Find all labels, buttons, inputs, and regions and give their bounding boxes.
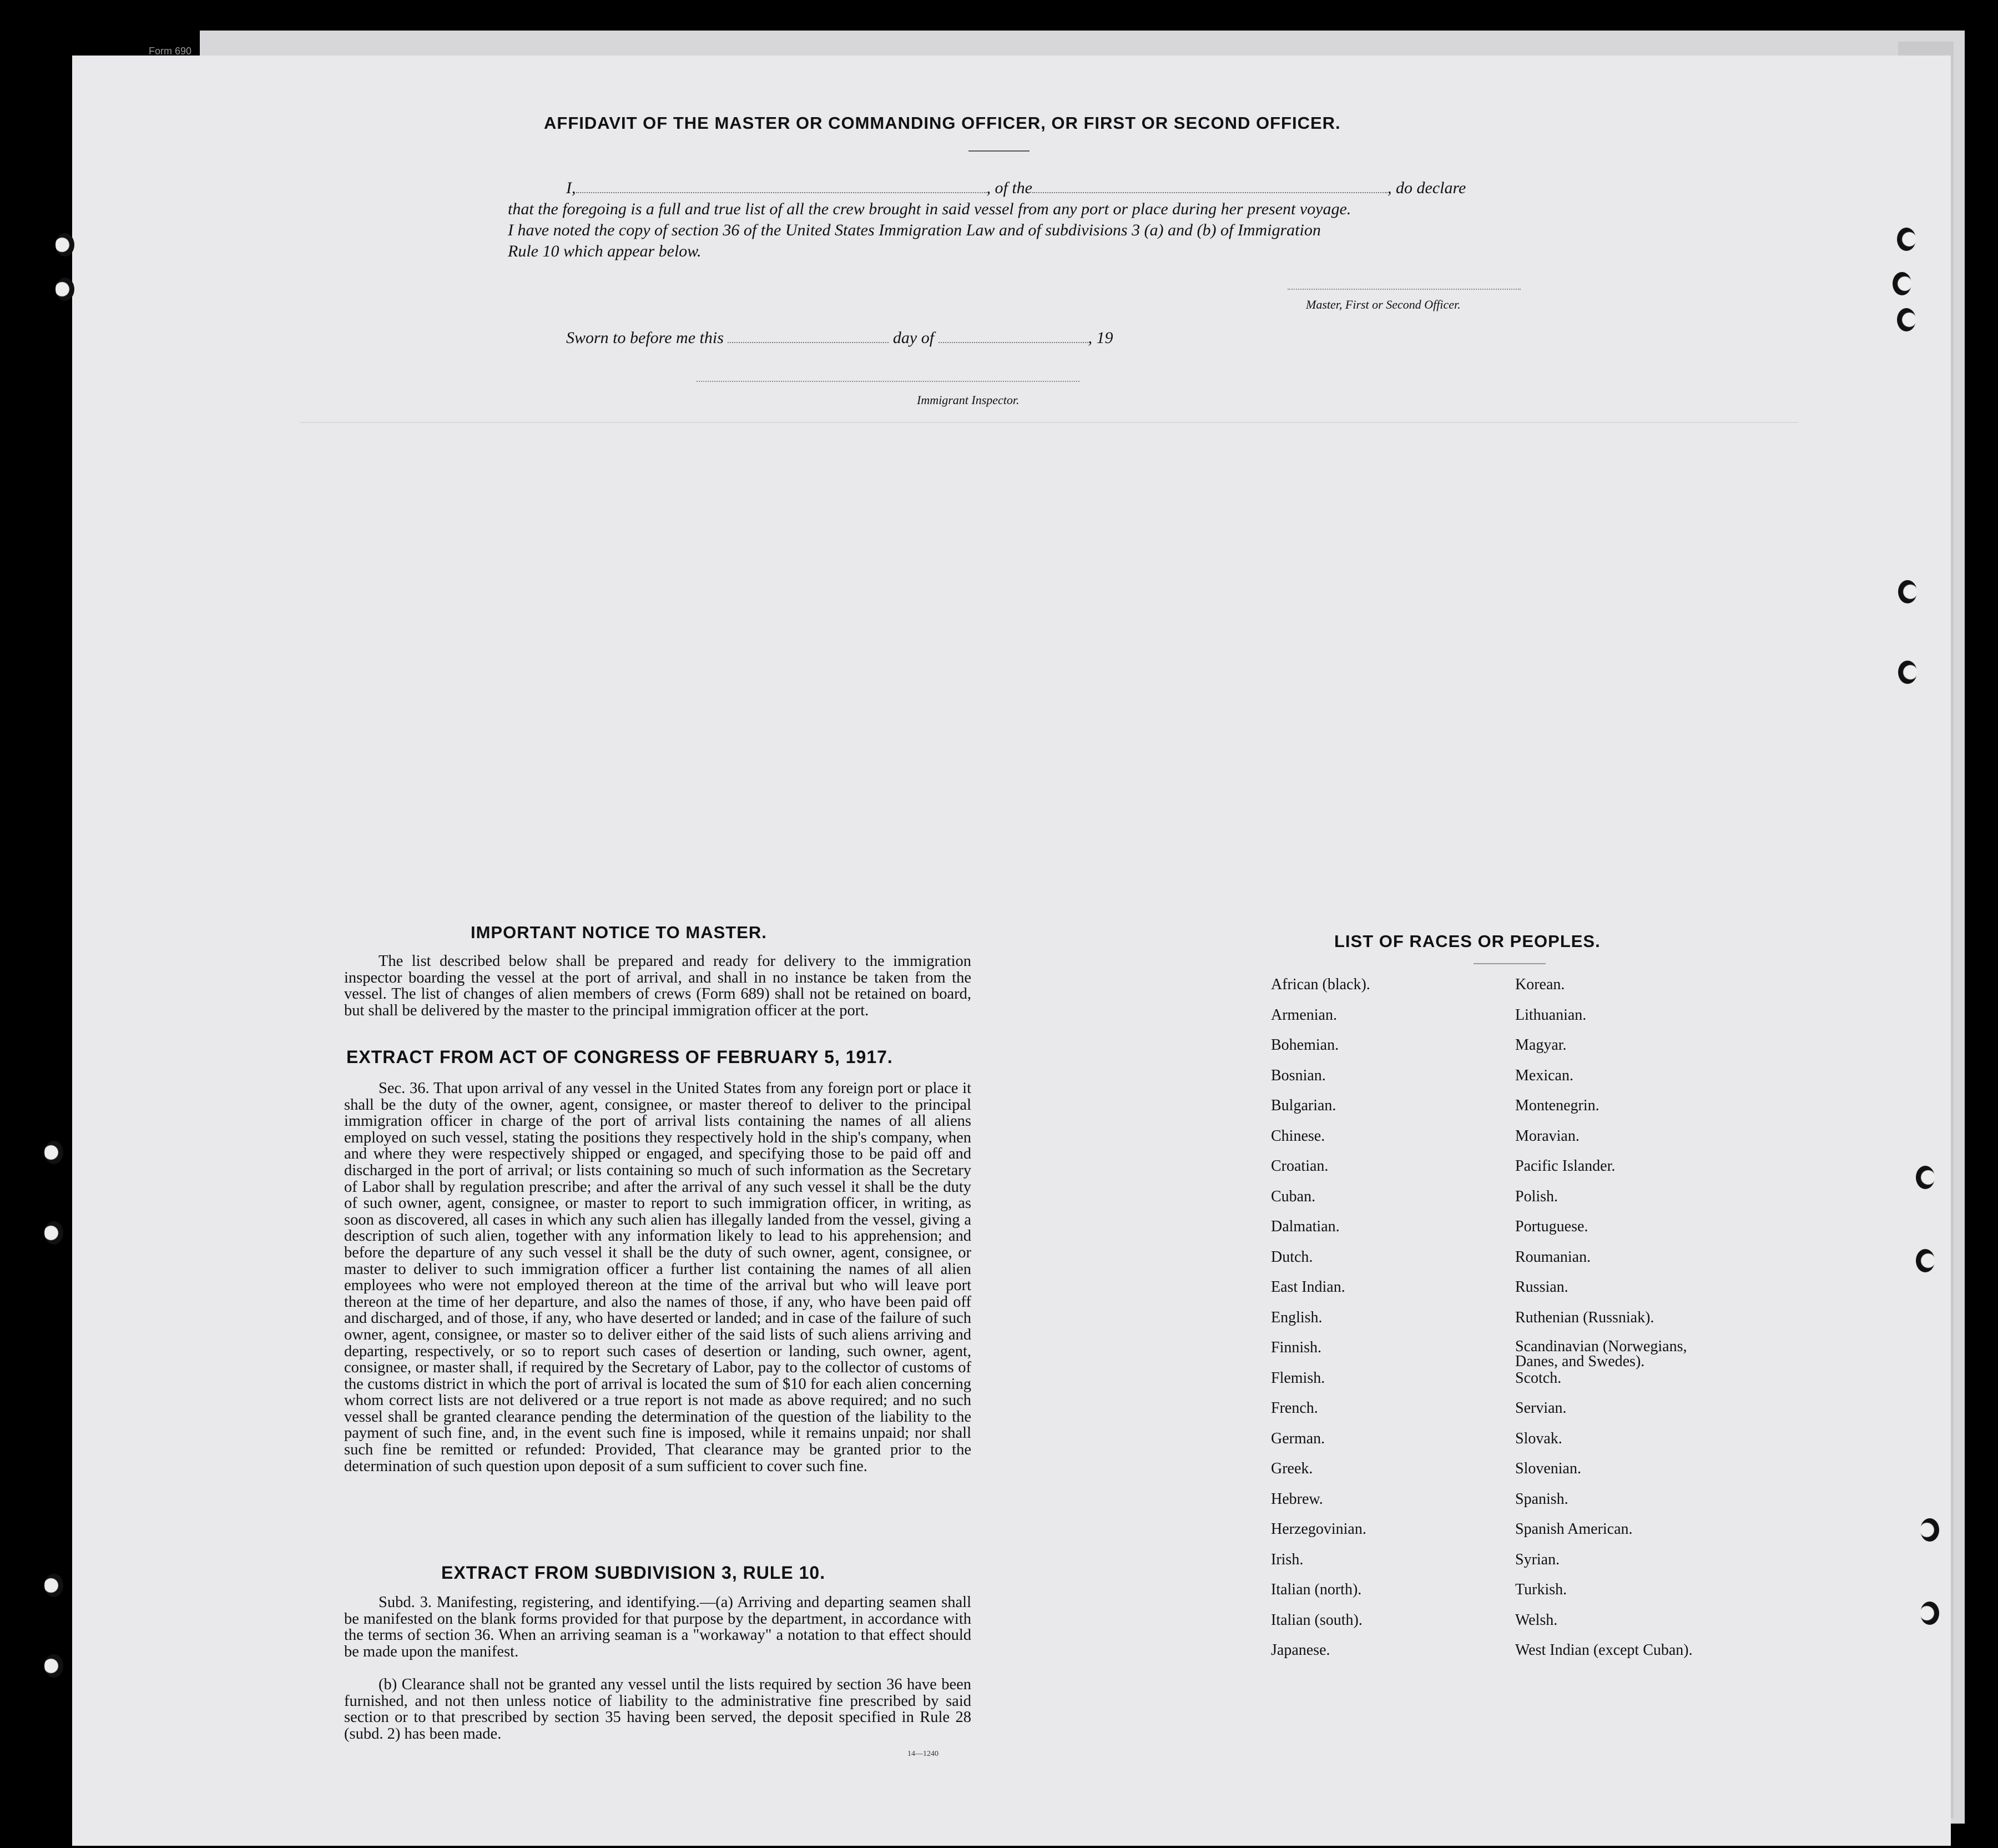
race-item: Ruthenian (Russniak).: [1515, 1308, 1654, 1326]
race-item: Croatian.: [1271, 1157, 1329, 1175]
race-item: Bosnian.: [1271, 1066, 1326, 1084]
punch-hole: [1898, 661, 1917, 684]
races-title: LIST OF RACES OR PEOPLES.: [1334, 931, 1601, 951]
vessel-blank[interactable]: [1032, 192, 1388, 193]
punch-hole: [1916, 1249, 1935, 1272]
affidavit-declare: , do declare: [1388, 179, 1466, 197]
title-rule: [968, 150, 1030, 152]
race-item: French.: [1271, 1399, 1318, 1417]
race-item: Armenian.: [1271, 1006, 1337, 1024]
race-item: Turkish.: [1515, 1581, 1567, 1598]
punch-hole: [44, 1574, 63, 1597]
bleed-through-line: [300, 422, 1798, 423]
race-item: Irish.: [1271, 1550, 1304, 1568]
affidavit-line-4: Rule 10 which appear below.: [508, 242, 702, 260]
race-item: Flemish.: [1271, 1369, 1325, 1387]
race-item: Magyar.: [1515, 1036, 1567, 1054]
master-signature-label: Master, First or Second Officer.: [1306, 298, 1461, 311]
race-item: Welsh.: [1515, 1611, 1558, 1629]
race-item: West Indian (except Cuban).: [1515, 1641, 1693, 1659]
race-item: Scandinavian (Norwegians, Danes, and Swedes).: [1515, 1338, 1687, 1370]
affidavit-i: I,: [566, 179, 576, 197]
bleed-through-heading: [355, 122, 367, 155]
race-item: East Indian.: [1271, 1278, 1345, 1296]
punch-hole: [1920, 1518, 1939, 1542]
notice-title: IMPORTANT NOTICE TO MASTER.: [471, 923, 767, 942]
punch-hole: [1916, 1166, 1935, 1189]
race-item: Syrian.: [1515, 1550, 1560, 1568]
punch-hole: [56, 278, 74, 301]
day-of-text: day of: [892, 329, 935, 347]
sworn-line: [566, 329, 1113, 348]
race-item: Lithuanian.: [1515, 1006, 1587, 1024]
race-item: Japanese.: [1271, 1641, 1330, 1659]
affidavit-title: AFFIDAVIT OF THE MASTER OR COMMANDING OFFICER, OR FIRST OR SECOND OFFICER.: [544, 113, 1341, 133]
punch-hole: [44, 1654, 63, 1678]
affidavit-line-1: [566, 179, 1466, 198]
race-item: German.: [1271, 1429, 1325, 1447]
race-item: Italian (south).: [1271, 1611, 1363, 1629]
race-item: Slovenian.: [1515, 1460, 1581, 1477]
race-item: Dutch.: [1271, 1248, 1313, 1266]
race-item: Spanish American.: [1515, 1520, 1633, 1538]
day-blank[interactable]: [728, 342, 889, 343]
affidavit-line-2: that the foregoing is a full and true list of all the crew brought in said vessel from any port or place during her present voyage.: [508, 200, 1351, 218]
race-item: Korean.: [1515, 976, 1565, 993]
race-item: African (black).: [1271, 976, 1370, 993]
sworn-text: Sworn to before me this: [566, 329, 724, 347]
race-item: Moravian.: [1515, 1127, 1580, 1145]
race-item: Dalmatian.: [1271, 1218, 1340, 1235]
race-item: Slovak.: [1515, 1429, 1562, 1447]
punch-hole: [56, 233, 74, 256]
form-number: Form 690: [149, 46, 192, 57]
punch-hole: [1897, 228, 1916, 251]
races-column-1: [1271, 976, 1370, 1672]
race-item: Scotch.: [1515, 1369, 1562, 1387]
affidavit-of-the: , of the: [986, 179, 1032, 197]
rule-title: EXTRACT FROM SUBDIVISION 3, RULE 10.: [441, 1563, 826, 1583]
race-item: Mexican.: [1515, 1066, 1573, 1084]
inspector-signature-label: Immigrant Inspector.: [917, 393, 1020, 407]
race-item: Pacific Islander.: [1515, 1157, 1616, 1175]
race-item: Bulgarian.: [1271, 1097, 1336, 1114]
race-item: English.: [1271, 1308, 1323, 1326]
race-item: Russian.: [1515, 1278, 1568, 1296]
race-item: Cuban.: [1271, 1187, 1316, 1205]
race-item: Hebrew.: [1271, 1490, 1323, 1508]
race-item: Montenegrin.: [1515, 1097, 1600, 1114]
race-item: Chinese.: [1271, 1127, 1325, 1145]
punch-hole: [1893, 272, 1911, 295]
month-blank[interactable]: [939, 342, 1088, 343]
name-blank[interactable]: [576, 192, 987, 193]
race-item: Finnish.: [1271, 1339, 1322, 1356]
race-item: Spanish.: [1515, 1490, 1568, 1508]
punch-hole: [44, 1221, 63, 1245]
notice-body: The list described below shall be prepared and ready for delivery to the immigration inspector boarding the vessel at the port of arrival, and shall in no instance be taken from the vessel. The list of changes of alien members of crews (Form 689) shall not be retained on board, but shall be delivered by the master to the principal immigration officer at the port.: [344, 953, 971, 1019]
punch-hole: [44, 1141, 63, 1164]
race-item: Italian (north).: [1271, 1581, 1362, 1598]
rule-body-b: (b) Clearance shall not be granted any vessel until the lists required by section 36 have been furnished, and not then unless notice of liability to the administrative fine prescribed by said section or to that prescribed by section 35 having been served, the deposit specified in Rule 28 (subd. 2) has been made.: [344, 1676, 971, 1743]
race-item: Polish.: [1515, 1187, 1558, 1205]
race-item: Portuguese.: [1515, 1218, 1588, 1235]
act-body: Sec. 36. That upon arrival of any vessel in the United States from any foreign port or place it shall be the duty of the owner, agent, consignee, or master thereof to deliver to the principal immigration officer in charge of the port of arrival lists containing the names of all aliens employed on such vessel, stating the positions they respectively hold in the ship's company, when and where they were respectively shipped or engaged, and specifying those to be paid off and discharged in the port of arrival; or lists containing so much of such information as the Secretary of Labor shall by regulation prescribe; and after the arrival of any such vessel it shall be the duty of such owner, agent, consignee, or master to report to such immigration officer, in writing, as soon as discovered, all cases in which any such alien has illegally landed from the vessel, giving a description of such alien, together with any information likely to lead to his apprehension; and before the departure of any such vessel it shall be the duty of such owner, agent, consignee, or master to deliver to such immigration officer a further list containing the names of all alien employees who were not employed thereon at the time of the arrival but who will leave port thereon at the time of her departure, and also the names of those, if any, who have been paid off and discharged, and of those, if any, who have deserted or landed; and in case of the failure of such owner, agent, consignee, or master so to deliver either of the said lists of such aliens arriving and departing, respectively, or so to report such cases of desertion or landing, such owner, agent, consignee, or master shall, if required by the Secretary of Labor, pay to the collector of customs of the customs district in which the port of arrival is located the sum of $10 for each alien concerning whom correct lists are not delivered or a true report is not made as above required; and no such vessel shall be granted clearance pending the determination of the question of the liability to the payment of such fine, and, in the event such fine is imposed, while it remains unpaid; nor shall such fine be remitted or refunded: Provided, That clearance may be granted prior to the determination of such question upon deposit of a sum sufficient to cover such fine.: [344, 1080, 971, 1475]
race-item: Herzegovinian.: [1271, 1520, 1366, 1538]
punch-hole: [1920, 1602, 1939, 1625]
race-item: Greek.: [1271, 1460, 1313, 1477]
race-item: Roumanian.: [1515, 1248, 1591, 1266]
year-text: , 19: [1088, 329, 1113, 347]
inspector-signature-line[interactable]: [697, 381, 1079, 382]
rule-body-a: Subd. 3. Manifesting, registering, and identifying.—(a) Arriving and departing seamen shall be manifested on the blank forms provided for that purpose by the department, in accordance with the terms of section 36. When an arriving seaman is a "workaway" a notation to that effect should be made upon the manifest.: [344, 1594, 971, 1660]
act-title: EXTRACT FROM ACT OF CONGRESS OF FEBRUARY 5, 1917.: [346, 1047, 893, 1067]
punch-hole: [1898, 580, 1917, 603]
races-title-rule: [1474, 963, 1546, 964]
race-item: Servian.: [1515, 1399, 1567, 1417]
master-signature-line[interactable]: [1288, 289, 1521, 290]
affidavit-line-3: I have noted the copy of section 36 of the United States Immigration Law and of subdivisions 3 (a) and (b) of Immigration: [508, 221, 1321, 239]
punch-hole: [1897, 308, 1916, 331]
print-code: 14—1240: [907, 1750, 939, 1758]
race-item: Bohemian.: [1271, 1036, 1339, 1054]
races-column-2: [1515, 976, 1726, 1672]
